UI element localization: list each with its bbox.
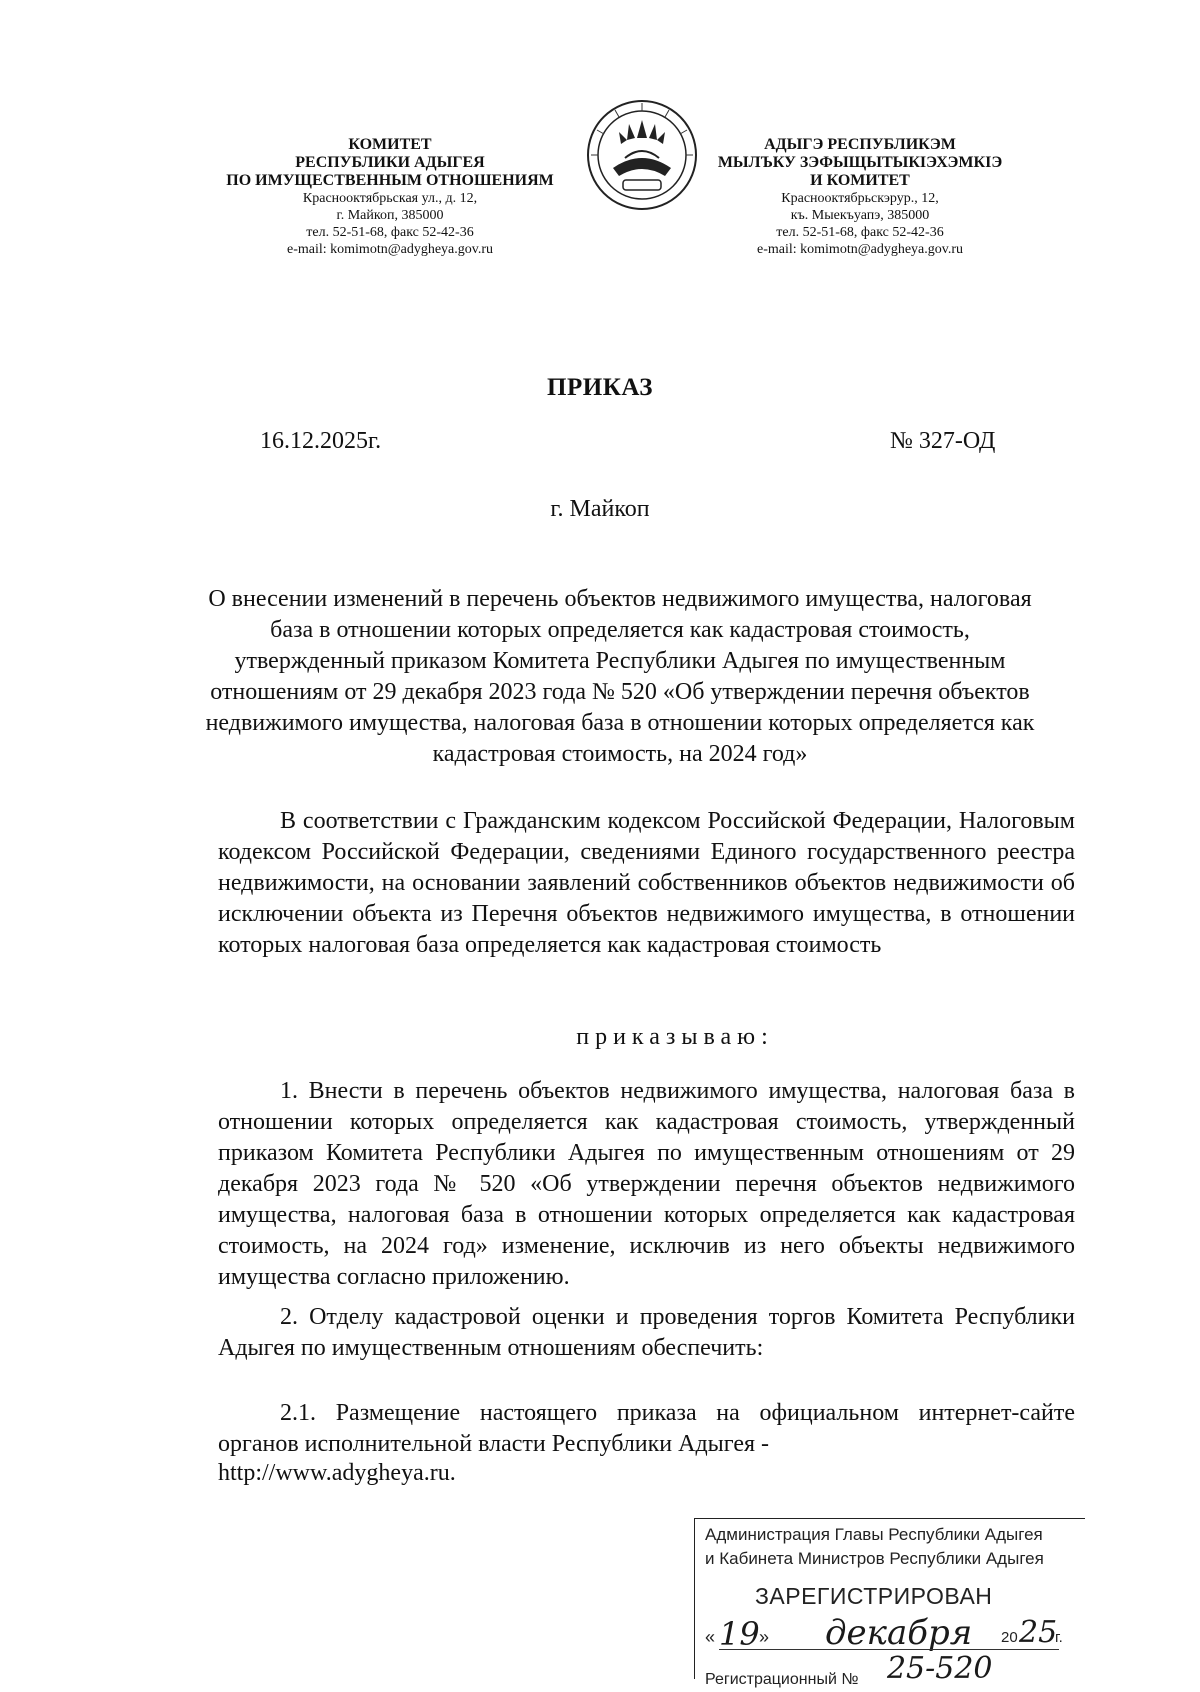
item-2-1-paragraph (218, 1398, 1075, 1460)
org-address-line2: г. Майкоп, 385000 (336, 208, 444, 223)
org-ady-phone: тел. 52-51-68, факс 52-42-36 (776, 225, 944, 240)
item-2-text: 2. Отделу кадастровой оценки и проведения торгов Комитета Республики Адыгея по имущественным отношениям обеспечить: (218, 1304, 1075, 1361)
org-email: e-mail: komimotn@adygheya.gov.ru (287, 242, 493, 257)
org-address-line1: Краснооктябрьская ул., д. 12, (302, 191, 478, 206)
registration-stamp (694, 1518, 1085, 1688)
org-name-ady-line3: И КОМИТЕТ (810, 172, 910, 189)
stamp-year: 25 (1019, 1615, 1058, 1650)
org-ady-address-line1: Краснооктябрьскэрур., 12, (781, 191, 939, 206)
stamp-reg-number: 25-520 (886, 1651, 993, 1686)
stamp-day: 19 (719, 1615, 760, 1653)
coat-of-arms-icon (585, 98, 699, 212)
stamp-year-prefix: 20 (1001, 1629, 1018, 1646)
org-phone: тел. 52-51-68, факс 52-42-36 (306, 225, 474, 240)
org-name-ady-line2: МЫЛЪКУ ЗЭФЫЩЫТЫКIЭХЭМКIЭ (717, 154, 1003, 171)
stamp-date-line: « 19 » декабря 20 25 г. (705, 1613, 1063, 1653)
header-right-block (700, 136, 1020, 258)
item-1-paragraph (218, 1076, 1075, 1293)
header-left-block (190, 136, 590, 258)
item-1-text: 1. Внести в перечень объектов недвижимого имущества, налоговая база в отношении которых определяется как кадастровая стоимость, утвержденный приказом Комитета Республики Адыгея по имущественным отношениям от 29 декабря 2023 года № 520 «Об утверждении перечня объектов недвижимого имущества, налоговая база в отношении которых определяется как кадастровая стоимость, на 2024 год» изменение, исключив из него объекты недвижимого имущества согласно приложению. (218, 1078, 1075, 1290)
item-2-paragraph (218, 1302, 1075, 1364)
org-name-line2: РЕСПУБЛИКИ АДЫГЕЯ (295, 154, 485, 171)
stamp-month: декабря (825, 1613, 973, 1653)
stamp-reg-line (705, 1651, 993, 1692)
preamble-text: В соответствии с Гражданским кодексом Российской Федерации, Налоговым кодексом Российской Федерации, сведениями Единого государственного реестра недвижимости, на основании заявлений собственников объектов недвижимости об исключении объекта из Перечня объектов недвижимого имущества, в отношении которых налоговая база определяется как кадастровая стоимость (218, 808, 1075, 958)
document-city: г. Майкоп (550, 496, 650, 522)
preamble-paragraph (218, 806, 1075, 961)
org-name-ady-line1: АДЫГЭ РЕСПУБЛИКЭМ (764, 136, 956, 153)
stamp-date-underline (719, 1649, 1059, 1650)
item-2-1-text: 2.1. Размещение настоящего приказа на официальном интернет-сайте органов исполнительной власти Республики Адыгея - (218, 1400, 1075, 1457)
document-number: № 327-ОД (890, 428, 996, 454)
stamp-year-suffix: г. (1055, 1629, 1063, 1646)
item-2-1-link: http://www.adygheya.ru. (218, 1460, 456, 1486)
org-name-line1: КОМИТЕТ (348, 136, 432, 153)
document-date: 16.12.2025г. (260, 428, 382, 454)
org-name-line3: ПО ИМУЩЕСТВЕННЫМ ОТНОШЕНИЯМ (226, 172, 554, 189)
org-ady-address-line2: къ. Мыекъуапэ, 385000 (790, 208, 930, 223)
document-title: ПРИКАЗ (547, 374, 653, 401)
document-subject: О внесении изменений в перечень объектов недвижимого имущества, налоговая база в отношении которых определяется как кадастровая стоимость, утвержденный приказом Комитета Республики Адыгея по имущественным отношениям от 29 декабря 2023 года № 520 «Об утверждении перечня объектов недвижимого имущества, налоговая база в отношении которых определяется как кадастровая стоимость, на 2024 год» (205, 586, 1035, 767)
stamp-admin-line2: и Кабинета Министров Республики Адыгея (705, 1549, 1044, 1568)
org-ady-email: e-mail: komimotn@adygheya.gov.ru (757, 242, 963, 257)
stamp-reg-label: Регистрационный № (705, 1671, 859, 1688)
stamp-admin-line1: Администрация Главы Республики Адыгея (705, 1525, 1043, 1544)
stamp-registered: ЗАРЕГИСТРИРОВАН (755, 1583, 993, 1609)
order-word: приказываю: (576, 1024, 774, 1050)
